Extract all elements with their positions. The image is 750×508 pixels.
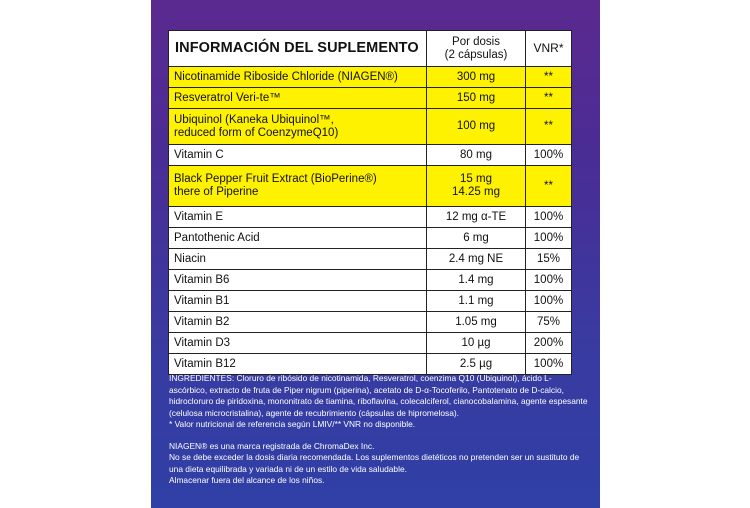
ingredient-name-line2: reduced form of CoenzymeQ10) <box>174 126 339 139</box>
ingredient-vnr: 100% <box>526 145 572 166</box>
ingredient-name: Niacin <box>169 249 427 270</box>
vnr-column-header: VNR* <box>526 31 572 67</box>
ingredient-name-line2: there of Piperine <box>174 186 259 198</box>
ingredient-name <box>169 109 427 145</box>
ingredient-vnr: ** <box>526 88 572 109</box>
ingredient-vnr: 100% <box>526 291 572 312</box>
ingredient-vnr: ** <box>526 109 572 145</box>
label-notes <box>169 373 589 487</box>
ingredient-name: Vitamin B1 <box>169 291 427 312</box>
ingredient-vnr: 100% <box>526 270 572 291</box>
table-header-row <box>169 31 572 67</box>
ingredient-name: Resveratrol Veri-te™ <box>169 88 427 109</box>
ingredient-vnr: 75% <box>526 312 572 333</box>
ingredient-dose-line1: 15 mg <box>460 173 492 185</box>
ingredient-dose <box>427 166 526 207</box>
ingredient-name: Nicotinamide Riboside Chloride (NIAGEN®) <box>169 67 427 88</box>
table-row <box>169 270 572 291</box>
ingredient-vnr: 100% <box>526 228 572 249</box>
table-row <box>169 145 572 166</box>
ingredient-dose: 6 mg <box>427 228 526 249</box>
ingredient-name: Vitamin B6 <box>169 270 427 291</box>
reference-footnote: * Valor nutricional de referencia según LMIV/** VNR no disponible. <box>169 419 416 429</box>
table-row <box>169 166 572 207</box>
ingredient-vnr: 100% <box>526 207 572 228</box>
table-row <box>169 207 572 228</box>
ingredient-vnr: 200% <box>526 333 572 354</box>
ingredient-dose: 80 mg <box>427 145 526 166</box>
ingredient-dose: 1.1 mg <box>427 291 526 312</box>
ingredient-vnr: ** <box>526 166 572 207</box>
ingredient-name: Pantothenic Acid <box>169 228 427 249</box>
ingredient-dose: 1.4 mg <box>427 270 526 291</box>
ingredient-dose: 300 mg <box>427 67 526 88</box>
ingredients-text: INGREDIENTES: Cloruro de ribósido de nicotinamida, Resveratrol, coenzima Q10 (Ubiquinol), ácido L-ascórbico, extracto de fruta de Piper nigrum (piperina), acetato de D-α-Tocoferilo, Pantotenato de D-calcio, hidrocloruro de piridoxina, mononitrato de tiamina, riboflavina, colecalciferol, cianocobalamina, agente espesante (celulosa microcristalina), agente de recubrimiento (cápsulas de hipromelosa). <box>169 373 588 418</box>
ingredient-dose: 1.05 mg <box>427 312 526 333</box>
dose-column-header <box>427 31 526 67</box>
table-row <box>169 249 572 270</box>
ingredient-name: Vitamin B12 <box>169 354 427 375</box>
ingredient-vnr: 100% <box>526 354 572 375</box>
table-row <box>169 333 572 354</box>
table-row <box>169 109 572 145</box>
notes-spacer <box>169 431 589 441</box>
ingredient-name: Vitamin E <box>169 207 427 228</box>
ingredient-dose: 100 mg <box>427 109 526 145</box>
supplement-facts-table <box>168 30 572 375</box>
table-title: INFORMACIÓN DEL SUPLEMENTO <box>169 31 427 67</box>
ingredient-name: Vitamin C <box>169 145 427 166</box>
table-row <box>169 67 572 88</box>
ingredient-vnr: 15% <box>526 249 572 270</box>
ingredient-name: Vitamin B2 <box>169 312 427 333</box>
ingredient-name <box>169 166 427 207</box>
table-row <box>169 228 572 249</box>
ingredient-dose: 150 mg <box>427 88 526 109</box>
dose-header-line1: Por dosis <box>452 35 500 48</box>
ingredient-dose: 10 µg <box>427 333 526 354</box>
table-row <box>169 88 572 109</box>
ingredient-name: Vitamin D3 <box>169 333 427 354</box>
table-row <box>169 312 572 333</box>
ingredient-vnr: ** <box>526 67 572 88</box>
ingredient-dose-line2: 14.25 mg <box>452 186 500 198</box>
ingredient-dose: 2.5 µg <box>427 354 526 375</box>
ingredient-dose: 12 mg α-TE <box>427 207 526 228</box>
trademark-note: NIAGEN® es una marca registrada de ChromaDex Inc. <box>169 440 375 451</box>
table-row <box>169 291 572 312</box>
table-row <box>169 354 572 375</box>
ingredient-name-line1: Ubiquinol (Kaneka Ubiquinol™, <box>174 113 334 126</box>
supplement-panel <box>151 0 600 508</box>
storage-warning: Almacenar fuera del alcance de los niños. <box>169 475 325 485</box>
ingredient-dose: 2.4 mg NE <box>427 249 526 270</box>
ingredient-name-line1: Black Pepper Fruit Extract (BioPerine®) <box>174 173 377 185</box>
dosage-warning: No se debe exceder la dosis diaria recomendada. Los suplementos dietéticos no pretenden ser un sustituto de una dieta equilibrada y variada ni de un estilo de vida saludable. <box>169 452 580 474</box>
dose-header-line2: (2 cápsulas) <box>444 48 508 61</box>
